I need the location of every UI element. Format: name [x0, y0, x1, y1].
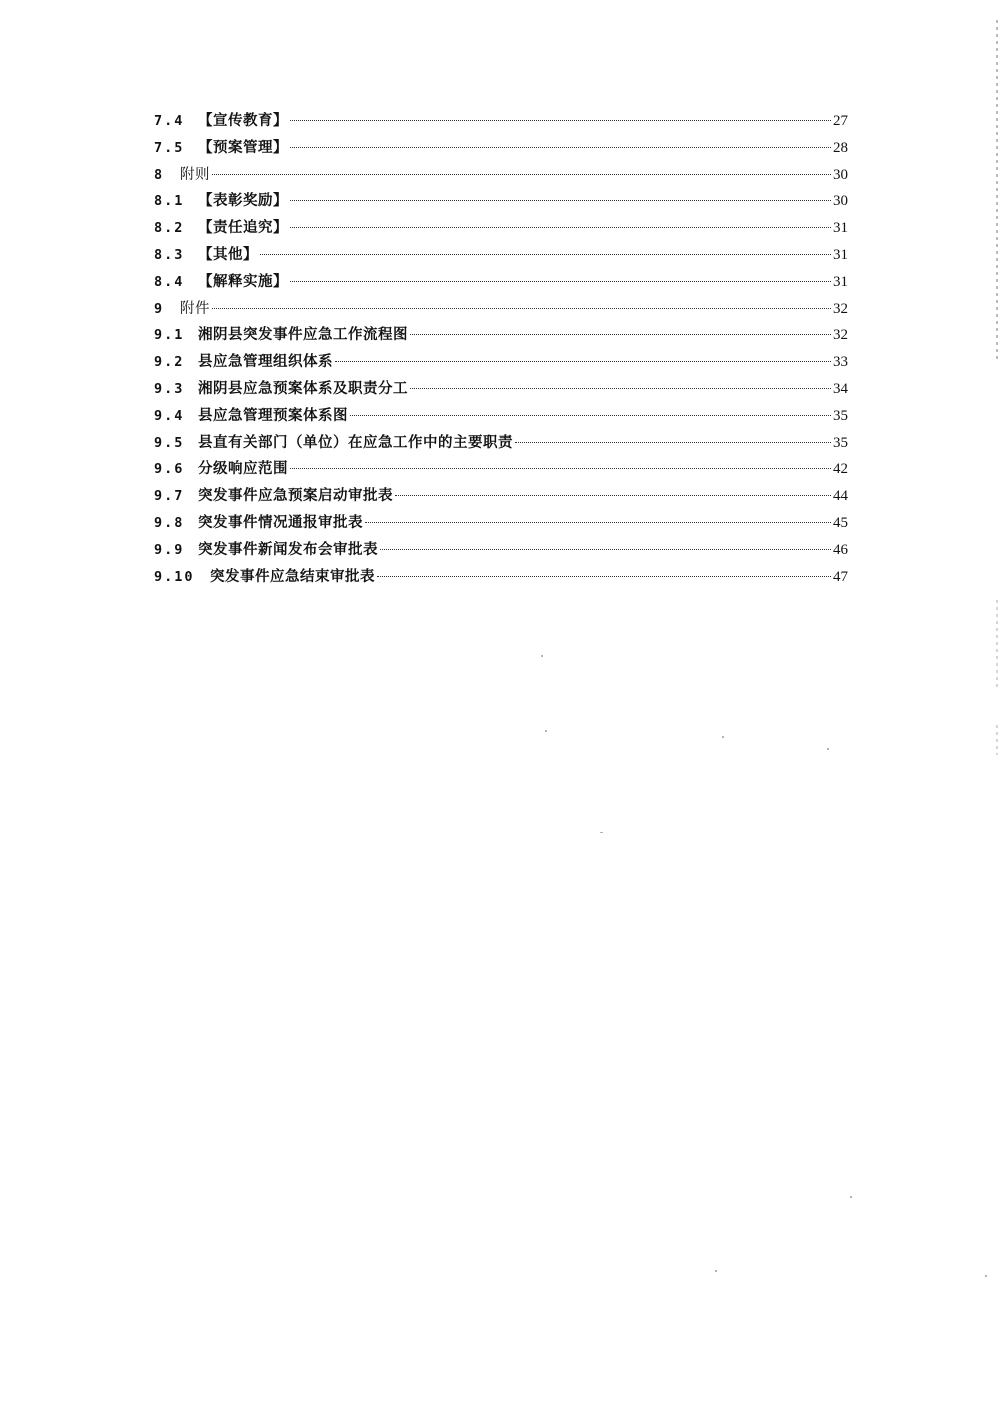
scan-speck: [985, 1275, 987, 1277]
toc-leader: [212, 174, 831, 175]
toc-title: 湘阴县应急预案体系及职责分工: [198, 379, 408, 397]
toc-title: 【解释实施】: [198, 272, 288, 290]
toc-leader: [410, 388, 831, 389]
toc-row[interactable]: [154, 242, 848, 269]
toc-leader: [515, 442, 831, 443]
toc-title: 突发事件情况通报审批表: [198, 513, 363, 531]
scan-edge-mark: [996, 725, 998, 755]
toc-title: 【其他】: [198, 245, 258, 263]
toc-title: 分级响应范围: [198, 460, 288, 478]
toc-leader: [377, 576, 831, 577]
toc-leader: [290, 468, 831, 469]
toc-leader: [365, 522, 831, 523]
toc-row[interactable]: [154, 108, 848, 135]
toc-number: 8.1: [154, 193, 185, 210]
toc-page-number: 45: [833, 514, 848, 531]
toc-page-number: 46: [833, 541, 848, 558]
toc-title: 【责任追究】: [198, 219, 288, 237]
toc-row[interactable]: [154, 322, 848, 349]
toc-page-number: 42: [833, 461, 848, 478]
toc-row[interactable]: [154, 135, 848, 162]
toc-page-number: 34: [833, 380, 848, 397]
scan-speck: [541, 655, 543, 657]
toc-number: 7.5: [154, 139, 185, 156]
toc-leader: [395, 495, 831, 496]
toc-title: 县应急管理预案体系图: [198, 406, 348, 424]
toc-row[interactable]: [154, 162, 848, 189]
toc-number: 9.3: [154, 380, 185, 397]
toc-number: 9.10: [154, 568, 195, 585]
toc-title: 【表彰奖励】: [198, 192, 288, 210]
scan-edge-mark: [996, 20, 998, 360]
toc-leader: [335, 361, 831, 362]
toc-page-number: 31: [833, 220, 848, 237]
toc-number: 9.7: [154, 488, 185, 505]
toc-page-number: 30: [833, 193, 848, 210]
toc-page-number: 47: [833, 568, 848, 585]
toc-number: 8: [154, 166, 165, 183]
toc-number: 8.2: [154, 220, 185, 237]
scan-speck: [722, 736, 724, 738]
toc-leader: [260, 254, 831, 255]
toc-row[interactable]: [154, 483, 848, 510]
toc-number: 9.1: [154, 327, 185, 344]
toc-page-number: 31: [833, 246, 848, 263]
toc-row[interactable]: [154, 376, 848, 403]
toc-title: 附则: [180, 166, 210, 183]
toc-leader: [290, 147, 831, 148]
toc-leader: [212, 308, 831, 309]
table-of-contents: [154, 108, 848, 590]
toc-leader: [290, 281, 831, 282]
scan-speck: [715, 1270, 717, 1272]
scan-speck: [600, 832, 603, 833]
toc-title: 【宣传教育】: [198, 112, 288, 129]
toc-page-number: 32: [833, 300, 848, 317]
toc-page-number: 32: [833, 327, 848, 344]
scan-speck: [850, 1196, 852, 1198]
toc-leader: [410, 334, 831, 335]
toc-row[interactable]: [154, 456, 848, 483]
scan-edge-mark: [996, 600, 998, 690]
toc-leader: [290, 227, 831, 228]
toc-row[interactable]: [154, 296, 848, 323]
toc-page-number: 35: [833, 434, 848, 451]
toc-page-number: 44: [833, 488, 848, 505]
toc-title: 县应急管理组织体系: [198, 353, 333, 371]
toc-row[interactable]: [154, 188, 848, 215]
toc-row[interactable]: [154, 269, 848, 296]
toc-title: 突发事件应急结束审批表: [210, 567, 375, 585]
toc-number: 8.3: [154, 246, 185, 263]
toc-page-number: 31: [833, 273, 848, 290]
toc-number: 7.4: [154, 113, 185, 129]
toc-number: 9.6: [154, 461, 185, 478]
toc-page-number: 27: [833, 113, 848, 129]
toc-number: 9.5: [154, 434, 185, 451]
toc-row[interactable]: [154, 510, 848, 537]
toc-row[interactable]: [154, 215, 848, 242]
toc-page-number: 28: [833, 139, 848, 156]
toc-number: 8.4: [154, 273, 185, 290]
toc-title: 突发事件应急预案启动审批表: [198, 487, 393, 505]
toc-title: 附件: [180, 300, 210, 317]
toc-leader: [350, 415, 831, 416]
toc-number: 9.9: [154, 541, 185, 558]
toc-title: 湘阴县突发事件应急工作流程图: [198, 326, 408, 344]
toc-row[interactable]: [154, 403, 848, 430]
toc-row[interactable]: [154, 349, 848, 376]
toc-page-number: 30: [833, 166, 848, 183]
toc-page-number: 35: [833, 407, 848, 424]
toc-title: 【预案管理】: [198, 138, 288, 156]
toc-leader: [290, 200, 831, 201]
toc-title: 县直有关部门（单位）在应急工作中的主要职责: [198, 433, 513, 451]
toc-number: 9: [154, 300, 165, 317]
scan-speck: [827, 748, 829, 750]
toc-number: 9.8: [154, 514, 185, 531]
scan-speck: [545, 730, 547, 732]
toc-leader: [380, 549, 831, 550]
toc-number: 9.4: [154, 407, 185, 424]
toc-page-number: 33: [833, 354, 848, 371]
toc-title: 突发事件新闻发布会审批表: [198, 540, 378, 558]
toc-leader: [290, 120, 831, 121]
toc-number: 9.2: [154, 354, 185, 371]
toc-row[interactable]: [154, 430, 848, 457]
toc-row[interactable]: [154, 564, 848, 591]
toc-row[interactable]: [154, 537, 848, 564]
